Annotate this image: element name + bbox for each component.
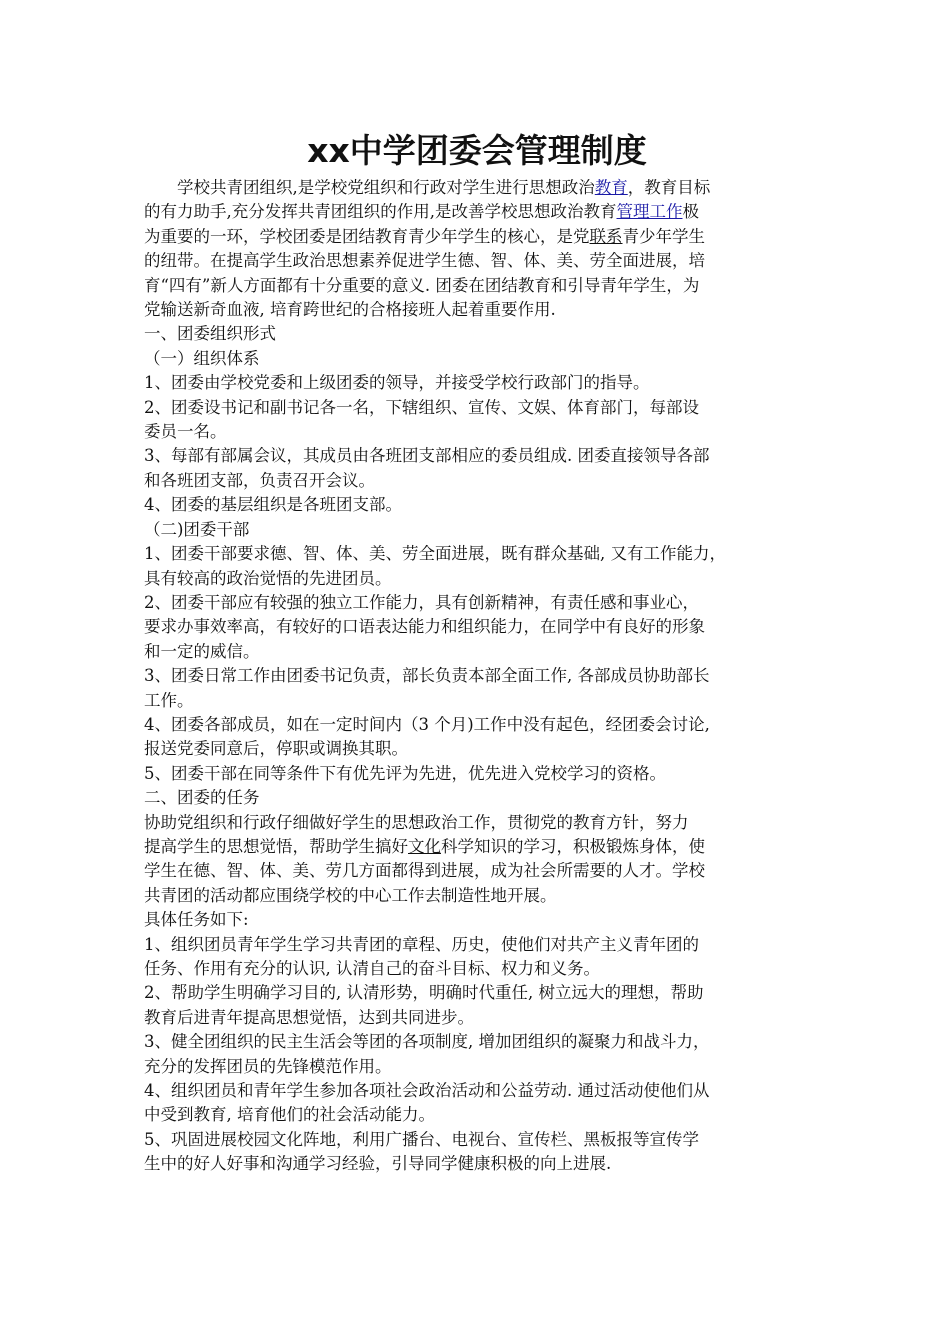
list-item: 1、团委干部要求德、智、体、美、劳全面进展，既有群众基础, 又有工作能力， <box>144 544 726 564</box>
list-item-continued: 委员一名。 <box>144 422 227 442</box>
intro-line-5: 育“四有”新人方面都有十分重要的意义. 团委在团结教育和引导青年学生，为 <box>144 275 700 295</box>
list-item: 2、团委干部应有较强的独立工作能力，具有创新精神，有责任感和事业心， <box>144 592 699 612</box>
list-item-continued: 和各班团支部，负责召开会议。 <box>144 470 375 490</box>
list-item: 1、团委由学校党委和上级团委的领导，并接受学校行政部门的指导。 <box>144 373 650 393</box>
list-item-continued: 工作。 <box>144 690 194 710</box>
intro-line-1 <box>144 176 810 200</box>
subsection-heading: （一）组织体系 <box>144 348 260 368</box>
link-education[interactable]: 教育 <box>594 178 628 197</box>
list-item: 3、团委日常工作由团委书记负责，部长负责本部全面工作, 各部成员协助部长 <box>144 666 710 686</box>
list-item: 2、团委设书记和副书记各一名，下辖组织、宣传、文娱、体育部门，每部设 <box>144 397 699 417</box>
intro-line-6: 党输送新奇血液, 培育跨世纪的合格接班人起着重要作用. <box>144 300 556 320</box>
intro-text: 青少年学生 <box>622 226 705 246</box>
list-item: 4、团委各部成员，如在一定时间内（3 个月)工作中没有起色，经团委会讨论, <box>144 714 710 734</box>
tasks-heading: 具体任务如下: <box>144 910 249 930</box>
paragraph-text: 提高学生的思想觉悟，帮助学生搞好 <box>144 836 408 856</box>
intro-text: 极 <box>682 202 699 222</box>
task-item: 1、组织团员青年学生学习共青团的章程、历史，使他们对共产主义青年团的 <box>144 934 699 954</box>
list-item-continued: 要求办事效率高，有较好的口语表达能力和组织能力，在同学中有良好的形象 <box>144 617 705 637</box>
list-item-continued: 和一定的威信。 <box>144 641 260 661</box>
intro-text: 为重要的一环，学校团委是团结教育青少年学生的核心，是党 <box>144 226 590 246</box>
task-item-continued: 任务、作用有充分的认识, 认清自己的奋斗目标、权力和义务。 <box>144 959 600 978</box>
intro-line-3 <box>144 225 810 249</box>
subsection-heading: （二)团委干部 <box>144 519 250 539</box>
link-management-work[interactable]: 管理工作 <box>616 202 683 222</box>
task-item-continued: 教育后进青年提高思想觉悟，达到共同进步。 <box>144 1007 474 1027</box>
list-item: 5、团委干部在同等条件下有优先评为先进，优先进入党校学习的资格。 <box>144 763 666 783</box>
task-item: 4、组织团员和青年学生参加各项社会政治活动和公益劳动. 通过活动使他们从 <box>144 1081 710 1101</box>
task-item: 2、帮助学生明确学习目的, 认清形势，明确时代重任, 树立远大的理想，帮助 <box>144 983 704 1003</box>
list-item-continued: 报送党委同意后，停职或调换其职。 <box>144 739 408 759</box>
intro-line-2 <box>144 200 810 224</box>
list-item: 4、团委的基层组织是各班团支部。 <box>144 495 402 515</box>
intro-line-4: 的纽带。在提高学生政治思想素养促进学生德、智、体、美、劳全面进展，培 <box>144 251 705 271</box>
task-item-continued: 充分的发挥团员的先锋模范作用。 <box>144 1056 392 1076</box>
document-body <box>144 130 810 1177</box>
task-item: 5、巩固进展校园文化阵地，利用广播台、电视台、宣传栏、黑板报等宣传学 <box>144 1129 699 1149</box>
page-title: xx中学团委会管理制度 <box>307 131 647 170</box>
task-item: 3、健全团组织的民主生活会等团的各项制度, 增加团组织的凝聚力和战斗力， <box>144 1032 710 1052</box>
paragraph-line: 学生在德、智、体、美、劳几方面都得到进展，成为社会所需要的人才。学校 <box>144 861 705 881</box>
paragraph-line: 协助党组织和行政仔细做好学生的思想政治工作，贯彻党的教育方针，努力 <box>144 812 689 832</box>
intro-text: 学校共青团组织,是学校党组织和行政对学生进行思想政治 <box>144 178 595 197</box>
intro-text: ，教育目标 <box>627 178 711 197</box>
section-heading: 一、团委组织形式 <box>144 324 276 344</box>
paragraph-line <box>144 835 810 859</box>
list-item: 3、每部有部属会议，其成员由各班团支部相应的委员组成. 团委直接领导各部 <box>144 446 710 466</box>
underlined-culture: 文化 <box>408 836 441 856</box>
section-heading: 二、团委的任务 <box>144 788 260 808</box>
underlined-contact: 联系 <box>589 226 623 246</box>
list-item-continued: 具有较高的政治觉悟的先进团员。 <box>144 568 392 588</box>
paragraph-text: 科学知识的学习，积极锻炼身体，使 <box>441 836 705 856</box>
intro-text: 的有力助手,充分发挥共青团组织的作用,是改善学校思想政治教育 <box>144 202 617 222</box>
task-item-continued: 中受到教育, 培育他们的社会活动能力。 <box>144 1105 435 1125</box>
paragraph-line: 共青团的活动都应围绕学校的中心工作去制造性地开展。 <box>144 885 557 905</box>
task-item-continued: 生中的好人好事和沟通学习经验，引导同学健康积极的向上进展. <box>144 1154 612 1174</box>
